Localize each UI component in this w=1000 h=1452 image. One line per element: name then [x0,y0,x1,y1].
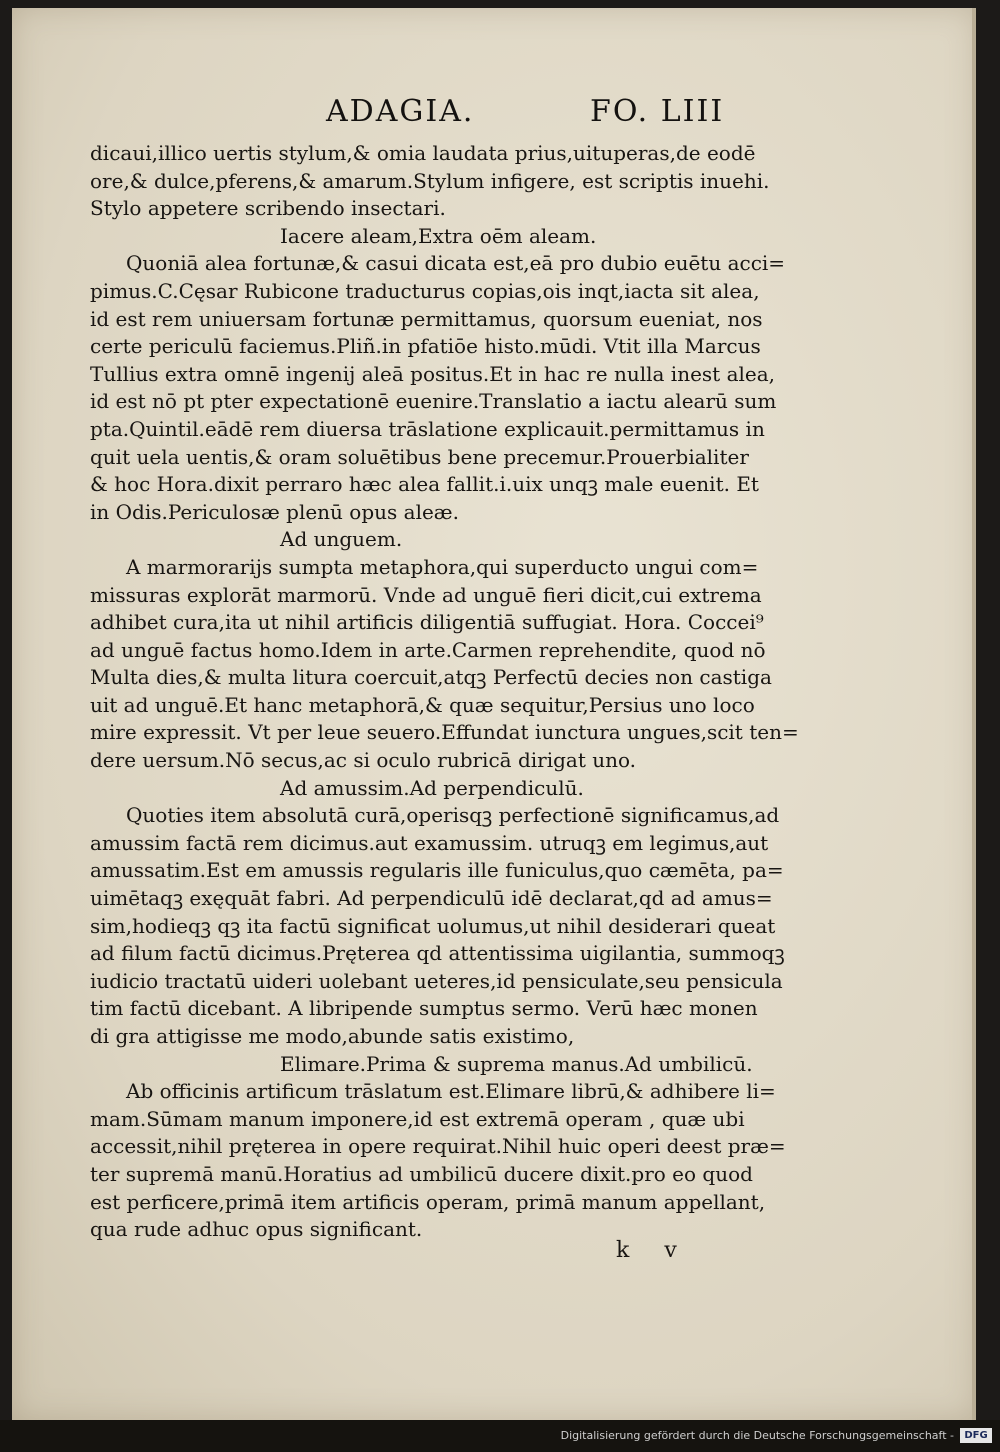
text-line: id est nō pt pter expectationē euenire.Translatio a iactu alearū sum [90,389,777,414]
text-line: sim,hodieqꝫ qꝫ ita factū significat uolumus,ut nihil desiderari queat [90,913,776,938]
footer-bar [0,1420,1000,1452]
text-line: dicaui,illico uertis stylum,& omia laudata prius,uituperas,de eodē [90,141,756,165]
text-line: certe periculū faciemus.Pliñ.in pfatiōe histo.mūdi. Vtit illa Marcus [90,334,761,359]
text-line: adhibet cura,ita ut nihil artificis diligentiā suffugiat. Hora. Coccei⁹ [90,610,764,635]
adage-heading: Iacere aleam,Extra oēm aleam. [280,223,597,248]
adage-heading: Ad unguem. [280,527,403,552]
text-line: accessit,nihil pręterea in opere requirat.Nihil huic operi deest præ= [90,1134,786,1159]
text-line: Quoties item absolutā curā,operisqꝫ perfectionē significamus,ad [126,803,780,828]
folio-number: FO. LIII [590,94,725,129]
page-edge [972,8,976,1420]
text-line: ad unguē factus homo.Idem in arte.Carmen reprehendite, quod nō [90,637,766,662]
text-line: missuras explorāt marmorū. Vnde ad unguē fieri dicit,cui extrema [90,582,762,607]
text-line: pimus.C.Cęsar Rubicone traducturus copias,ois inqt,iacta sit alea, [90,278,760,303]
text-line: uit ad unguē.Et hanc metaphorā,& quæ sequitur,Persius uno loco [90,692,755,717]
adage-heading: Elimare.Prima & suprema manus.Ad umbilicū. [280,1051,753,1076]
adage-heading: Ad amussim.Ad perpendiculū. [280,775,584,800]
text-line: Ab officinis artificum trāslatum est.Elimare librū,& adhibere li= [126,1079,776,1104]
text-line: & hoc Hora.dixit perraro hæc alea fallit.i.uix unqꝫ male euenit. Et [90,472,759,497]
text-line: ore,& dulce,pferens,& amarum.Stylum infigere, est scriptis inuehi. [90,168,770,193]
signature-mark: k v [616,1238,691,1263]
text-line: mire expressit. Vt per leue seuero.Effundat iunctura ungues,scit ten= [90,720,799,745]
text-line: Multa dies,& multa litura coercuit,atqꝫ Perfectū decies non castiga [90,665,772,690]
text-line: id est rem uniuersam fortunæ permittamus, quorsum eueniat, nos [90,306,763,331]
book-page [12,8,976,1420]
text-line: di gra attigisse me modo,abunde satis existimo, [90,1024,575,1048]
text-line: in Odis.Periculosæ plenū opus aleæ. [90,499,459,524]
text-line: quit uela uentis,& oram soluētibus bene precemur.Prouerbialiter [90,444,749,469]
text-line: iudicio tractatū uideri uolebant ueteres,id pensiculate,seu pensicula [90,968,783,993]
text-line: tim factū dicebant. A libripende sumptus sermo. Verū hæc monen [90,996,758,1021]
text-line: est perficere,primā item artificis operam, primā manum appellant, [90,1189,766,1214]
text-line: Stylo appetere scribendo insectari. [90,196,446,221]
text-line: Quoniā alea fortunæ,& casui dicata est,eā pro dubio euētu acci= [126,251,786,276]
text-line: ad filum factū dicimus.Pręterea qd attentissima uigilantia, summoqꝫ [90,941,785,966]
text-line: Tullius extra omnē ingenij aleā positus.Et in hac re nulla inest alea, [90,361,776,386]
text-line: amussatim.Est em amussis regularis ille funiculus,quo cæmēta, pa= [90,858,784,883]
running-head: ADAGIA. [326,94,475,129]
main-text-block [90,140,799,1244]
text-line: pta.Quintil.eādē rem diuersa trāslatione explicauit.permittamus in [90,416,765,441]
text-line: amussim factā rem dicimus.aut examussim. utruqꝫ em legimus,aut [90,830,769,855]
text-line: mam.Sūmam manum imponere,id est extremā operam , quæ ubi [90,1106,745,1131]
funding-credit: Digitalisierung gefördert durch die Deutsche Forschungsgemeinschaft - [560,1429,954,1442]
text-line: A marmorarijs sumpta metaphora,qui superducto ungui com= [126,554,759,579]
text-line: dere uersum.Nō secus,ac si oculo rubricā dirigat uno. [90,748,637,773]
text-line: ter supremā manū.Horatius ad umbilicū ducere dixit.pro eo quod [90,1161,753,1186]
page-header [12,94,976,134]
dfg-logo: DFG [960,1428,992,1443]
text-line: qua rude adhuc opus significant. [90,1217,423,1242]
text-line: uimētaqꝫ exęquāt fabri. Ad perpendiculū idē declarat,qd ad amus= [90,886,773,911]
